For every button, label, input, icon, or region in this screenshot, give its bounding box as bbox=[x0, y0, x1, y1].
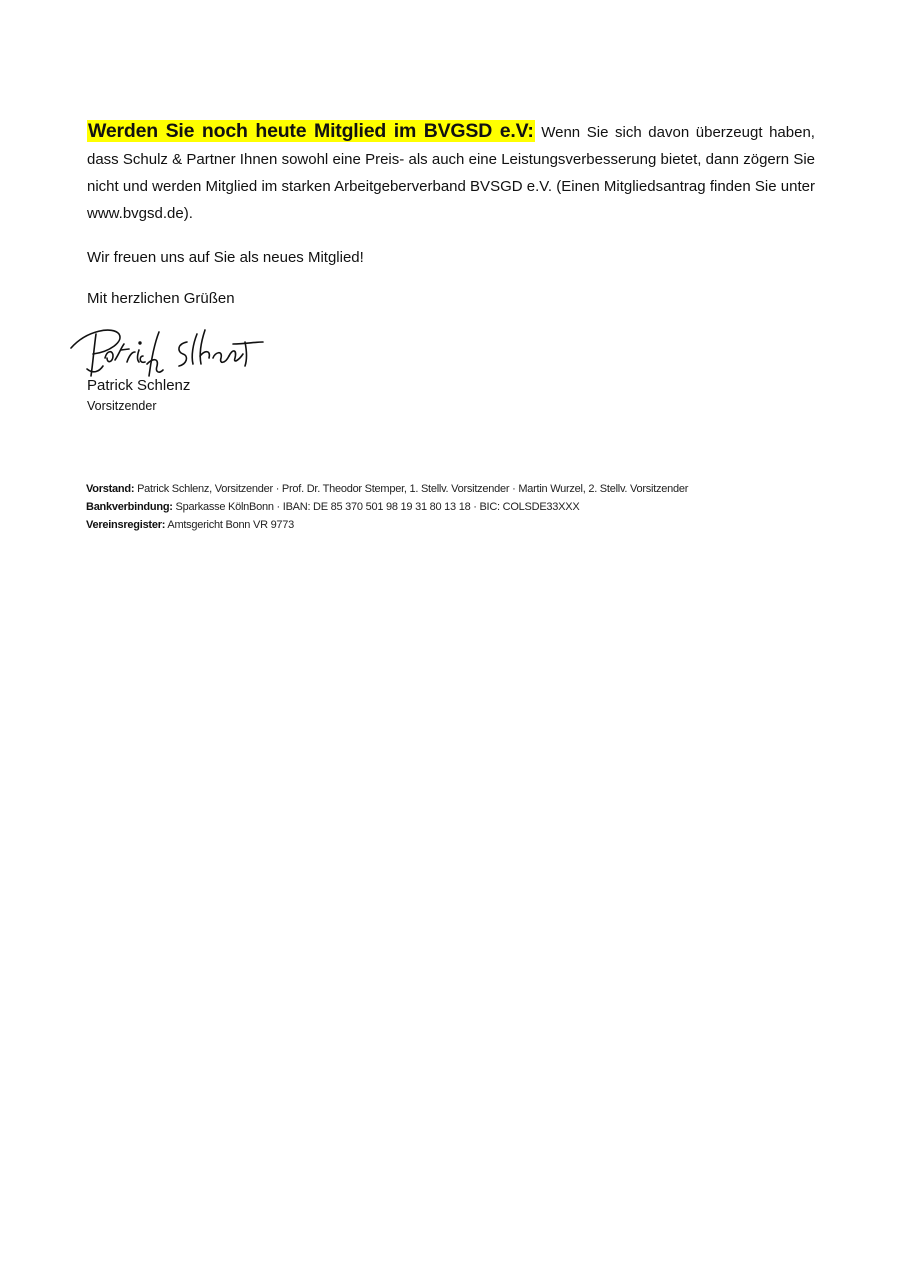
signer-name: Patrick Schlenz bbox=[87, 377, 191, 394]
footer-bank-line bbox=[86, 498, 806, 516]
footer-bank-label: Bankverbindung: bbox=[86, 501, 173, 513]
greeting: Mit herzlichen Grüßen bbox=[87, 290, 235, 307]
footer-board-line bbox=[86, 480, 806, 498]
footer-board-value: Patrick Schlenz, Vorsitzender · Prof. Dr. Theodor Stemper, 1. Stellv. Vorsitzender · Martin Wurzel, 2. Stellv. Vorsitzender bbox=[134, 483, 689, 495]
closing-line: Wir freuen uns auf Sie als neues Mitglied! bbox=[87, 249, 364, 266]
footer-register-line bbox=[86, 516, 806, 534]
membership-body: Wenn Sie sich davon überzeugt haben, dass Schulz & Partner Ihnen sowohl eine Preis- als auch eine Leistungsverbesserung bietet, dann zögern Sie nicht und werden Mitglied im starken Arbeitgeberverband BVSGD e.V. (Einen Mitgliedsantrag finden Sie unter www.bvgsd.de). bbox=[87, 124, 815, 222]
handwritten-signature bbox=[69, 314, 265, 382]
footer-register-value: Amtsgericht Bonn VR 9773 bbox=[165, 519, 295, 531]
signer-role: Vorsitzender bbox=[87, 399, 157, 413]
membership-paragraph bbox=[87, 118, 815, 227]
footer-bank-value: Sparkasse KölnBonn · IBAN: DE 85 370 501 98 19 31 80 13 18 · BIC: COLSDE33XXX bbox=[172, 501, 580, 513]
footer-board-label: Vorstand: bbox=[86, 483, 135, 495]
letter-content bbox=[87, 118, 815, 415]
membership-heading: Werden Sie noch heute Mitglied im BVGSD e.V: bbox=[88, 120, 534, 142]
footer-register-label: Vereinsregister: bbox=[86, 519, 166, 531]
letter-footer bbox=[86, 480, 806, 534]
